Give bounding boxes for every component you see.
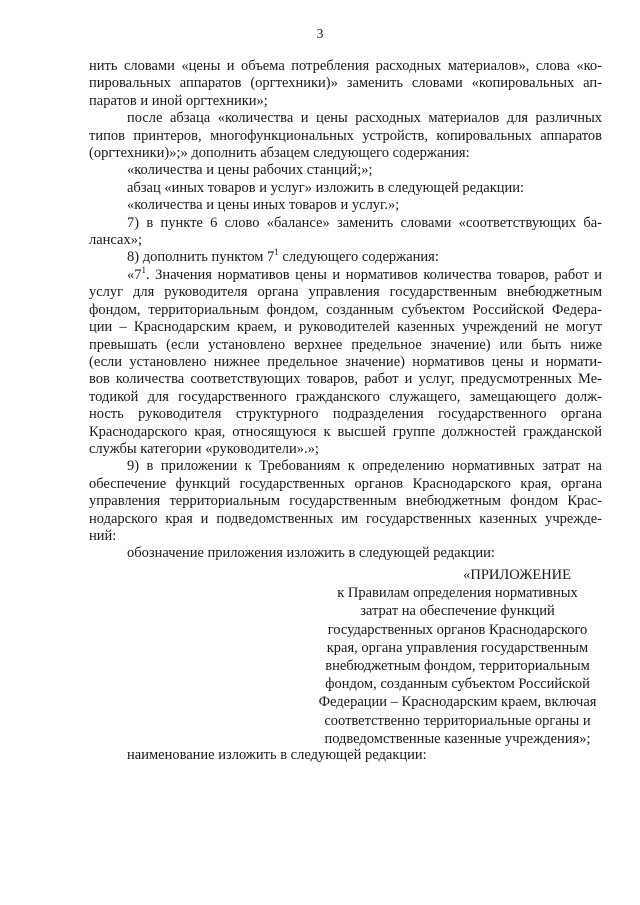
text-line	[89, 162, 602, 179]
appendix-line: соответственно территориальные органы и	[324, 712, 591, 729]
text-run: ность руководителя структурного подразделения государственного органа	[89, 406, 602, 423]
text-line	[89, 249, 602, 266]
text-line	[89, 354, 602, 371]
text-line	[89, 180, 602, 197]
closing-paragraph	[127, 747, 427, 764]
text-run: тодикой для государственного гражданского служащего, замещающего долж-	[89, 388, 602, 405]
text-line	[89, 371, 602, 388]
superscript: 1	[141, 265, 146, 276]
appendix-block	[310, 566, 605, 748]
document-body	[89, 58, 602, 563]
text-line	[89, 145, 602, 162]
text-run: ний:	[89, 527, 117, 544]
text-line	[89, 424, 602, 441]
appendix-line: государственных органов Краснодарского	[327, 621, 588, 638]
text-line	[89, 197, 602, 214]
text-line	[89, 545, 602, 562]
text-line	[89, 58, 602, 75]
text-run: пировальных аппаратов (оргтехники)» заменить словами «копировальных ап-	[89, 75, 602, 92]
text-run: после абзаца «количества и цены расходных материалов для различных	[127, 110, 602, 127]
closing-line: наименование изложить в следующей редакции:	[127, 747, 427, 763]
appendix-heading: «ПРИЛОЖЕНИЕ	[463, 567, 571, 583]
text-line	[89, 128, 602, 145]
text-line	[89, 215, 602, 232]
text-run: «7	[127, 266, 142, 283]
text-line	[89, 458, 602, 475]
text-run: обозначение приложения изложить в следующей редакции:	[127, 545, 495, 562]
text-run: . Значения нормативов цены и нормативов количества товаров, работ и	[146, 266, 602, 283]
text-line	[89, 232, 602, 249]
appendix-line: затрат на обеспечение функций	[360, 603, 555, 620]
appendix-line: к Правилам определения нормативных	[337, 585, 578, 602]
text-run: превышать (если установлено верхнее предельное значение) или быть ниже	[89, 336, 602, 353]
text-line	[89, 493, 602, 510]
text-run: 9) в приложении к Требованиям к определению нормативных затрат на	[127, 458, 602, 475]
text-line	[89, 93, 602, 110]
text-line	[89, 511, 602, 528]
appendix-line: фондом, созданным субъектом Российской	[325, 676, 590, 693]
text-run: управления территориальным государственным внебюджетным фондом Крас-	[89, 493, 602, 510]
appendix-line: внебюджетным фондом, территориальным	[325, 658, 590, 675]
appendix-line: края, органа управления государственным	[326, 639, 589, 656]
text-run: «количества и цены рабочих станций;»;	[127, 162, 373, 179]
text-run: вов количества соответствующих товаров, работ и услуг, предусмотренных Ме-	[89, 371, 602, 388]
text-run: «количества и цены иных товаров и услуг.»;	[127, 197, 400, 214]
text-run: абзац «иных товаров и услуг» изложить в следующей редакции:	[127, 179, 525, 196]
text-run: нодарского края и подведомственных им государственных казенных учрежде-	[89, 510, 602, 527]
text-run: нить словами «цены и объема потребления расходных материалов», слова «ко-	[89, 58, 602, 74]
text-run: следующего содержания:	[278, 249, 439, 266]
text-run: службы категории «руководители».»;	[89, 440, 319, 457]
text-run: типов принтеров, многофункциональных устройств, копировальных аппаратов	[89, 127, 602, 144]
text-line	[89, 528, 602, 545]
text-run: лансах»;	[89, 232, 143, 249]
text-run: паратов и иной оргтехники»;	[89, 92, 268, 109]
appendix-line: подведомственные казенные учреждения»;	[324, 730, 591, 747]
superscript: 1	[274, 247, 279, 258]
text-line	[89, 284, 602, 301]
text-line	[89, 406, 602, 423]
text-line	[89, 389, 602, 406]
text-run: (если установлено нижнее предельное значение) нормативов цены и нормати-	[89, 353, 602, 370]
text-run: услуг для руководителя органа управления государственным внебюджетным	[89, 284, 602, 301]
text-run: 7) в пункте 6 слово «балансе» заменить словами «соответствующих ба-	[127, 214, 602, 231]
text-run: ции – Краснодарским краем, и руководителей казенных учреждений не могут	[89, 319, 602, 336]
text-run: Краснодарского края, относящуюся к высшей группе должностей гражданской	[89, 423, 602, 440]
text-line	[89, 319, 602, 336]
text-line	[89, 110, 602, 127]
page-number: 3	[316, 27, 324, 42]
text-line	[89, 441, 602, 458]
text-line	[89, 476, 602, 493]
text-run: фондом, территориальным фондом, созданным субъектом Российской Федера-	[89, 301, 602, 318]
text-line	[89, 267, 602, 284]
text-run: 8) дополнить пунктом 7	[127, 249, 275, 266]
appendix-line: Федерации – Краснодарским краем, включая	[318, 694, 597, 711]
text-run: обеспечение функций государственных органов Краснодарского края, органа	[89, 475, 602, 492]
text-run: (оргтехники)»;» дополнить абзацем следующего содержания:	[89, 145, 470, 162]
text-line	[89, 337, 602, 354]
text-line	[89, 75, 602, 92]
text-line	[89, 302, 602, 319]
